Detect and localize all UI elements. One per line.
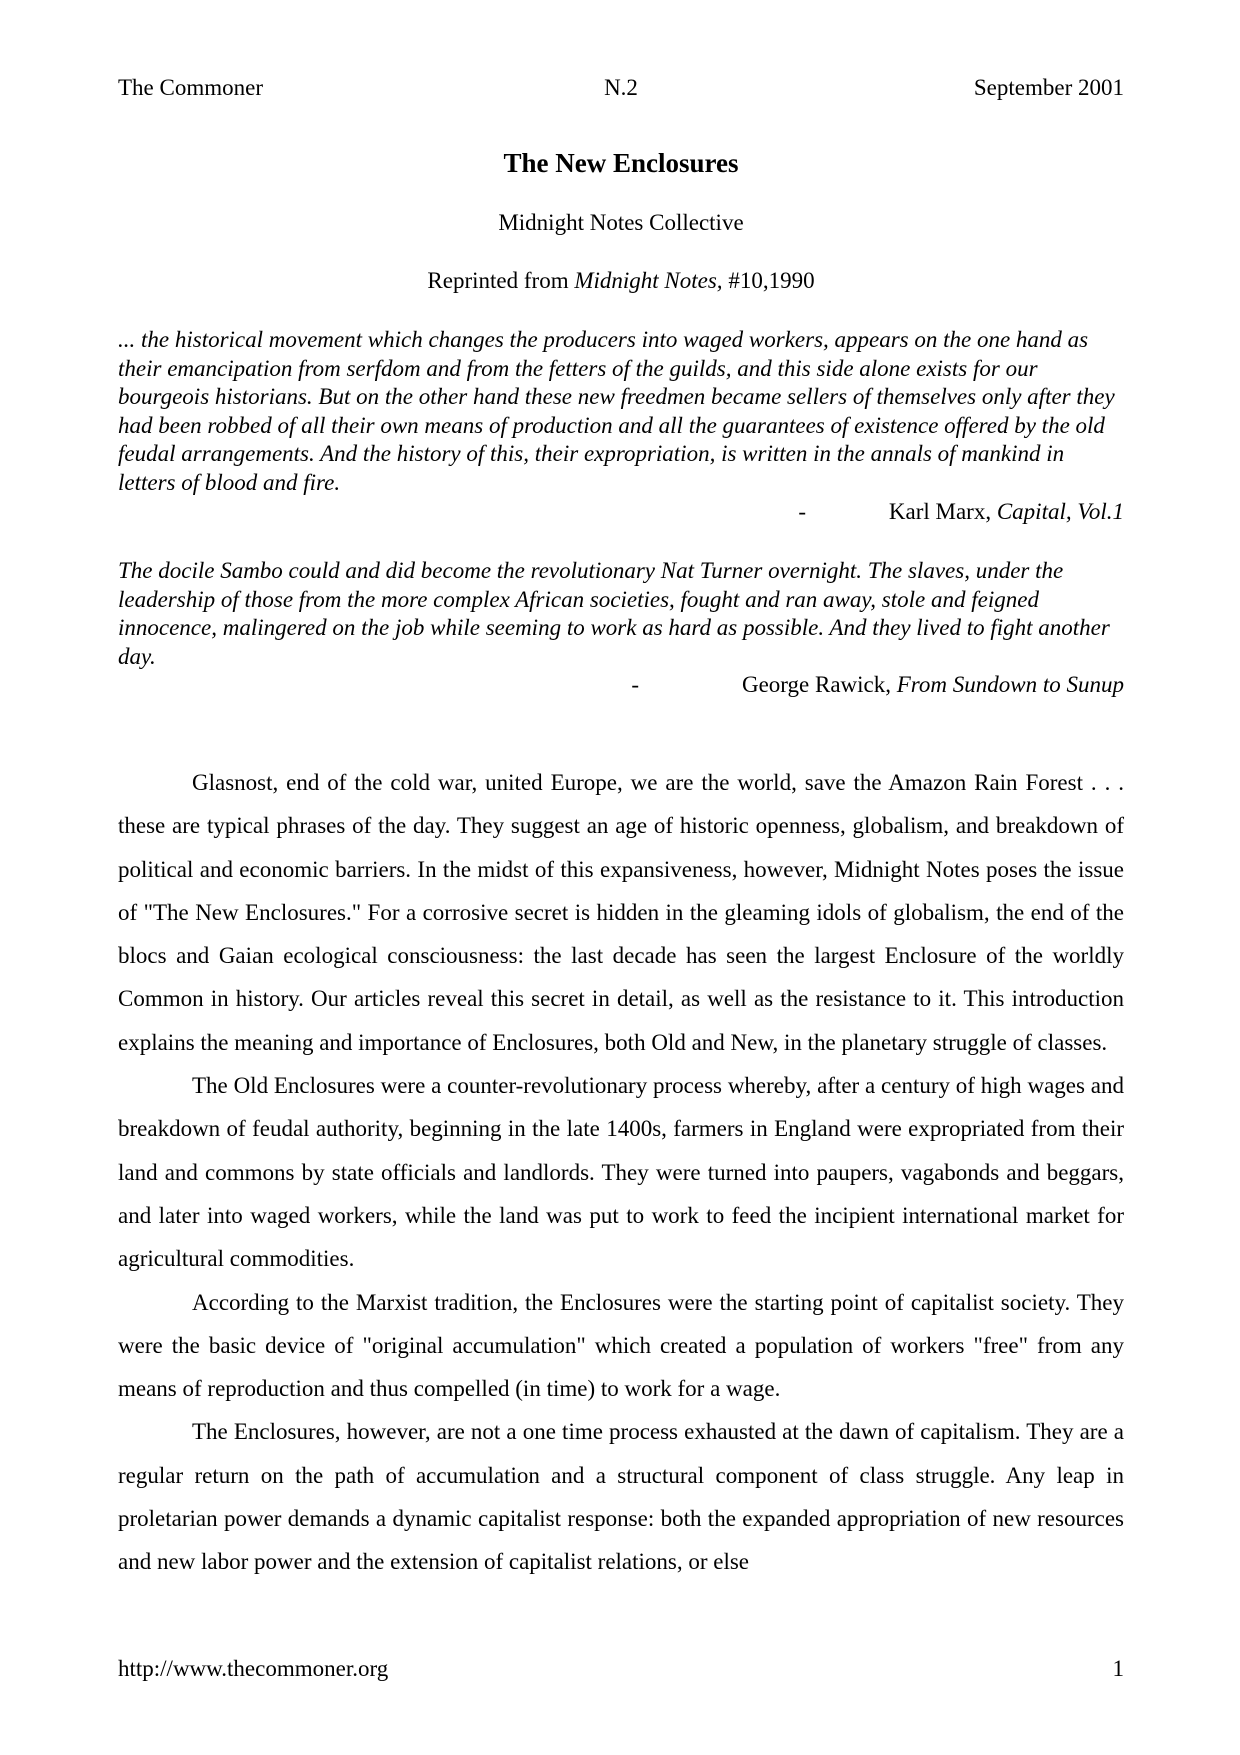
attribution-dash: - bbox=[631, 672, 639, 698]
reprint-prefix: Reprinted from bbox=[427, 268, 575, 293]
document-page bbox=[118, 0, 1124, 1755]
running-footer bbox=[118, 1655, 1124, 1683]
body-paragraph: The Enclosures, however, are not a one time process exhausted at the dawn of capitalism. They are a regular return on the path of accumulation and a structural component of class struggle. Any leap in proletarian power demands a dynamic capitalist response: both the expanded appropriation of new resources and new labor power and the extension of capitalist relations, or else bbox=[118, 1419, 1124, 1575]
epigraph-marx bbox=[118, 326, 1124, 526]
footer-url: http://www.thecommoner.org bbox=[118, 1656, 389, 1681]
body-paragraph: The Old Enclosures were a counter-revolutionary process whereby, after a century of high wages and breakdown of feudal authority, beginning in the late 1400s, farmers in England were expropriated from their land and commons by state officials and landlords. They were turned into paupers, vagabonds and beggars, and later into waged workers, while the land was put to work to feed the incipient international market for agricultural commodities. bbox=[118, 1073, 1124, 1272]
issue-number: N.2 bbox=[604, 75, 638, 100]
epigraph-attribution bbox=[118, 671, 1124, 700]
epigraph-text: The docile Sambo could and did become the revolutionary Nat Turner overnight. The slaves, under the leadership of those from the more complex African societies, fought and ran away, stole and feigned innocence, malingered on the job while seeming to work as hard as possible. And they lived to fight another day. bbox=[118, 558, 1110, 669]
reprint-source: Midnight Notes, bbox=[574, 268, 723, 293]
attribution-work: Capital, Vol.1 bbox=[996, 498, 1124, 524]
epigraph-rawick bbox=[118, 557, 1124, 700]
attribution-author: George Rawick, bbox=[741, 672, 897, 698]
article-body bbox=[118, 761, 1124, 1584]
epigraph-text: ... the historical movement which changes the producers into waged workers, appears on the one hand as their emancipation from serfdom and from the fetters of the guilds, and this side alone exists for our bourgeois historians. But on the other hand these new freedmen became sellers of themselves only after they had been robbed of all their own means of production and all the guarantees of existence offered by the old feudal arrangements. And the history of this, their expropriation, is written in the annals of mankind in letters of blood and fire. bbox=[118, 327, 1115, 495]
attribution-dash: - bbox=[798, 498, 806, 524]
body-paragraph: According to the Marxist tradition, the Enclosures were the starting point of capitalist society. They were the basic device of "original accumulation" which created a population of workers "free" from any means of reproduction and thus compelled (in time) to work for a wage. bbox=[118, 1289, 1124, 1402]
article-title: The New Enclosures bbox=[503, 148, 739, 178]
body-paragraph: Glasnost, end of the cold war, united Europe, we are the world, save the Amazon Rain Forest . . . these are typical phrases of the day. They suggest an age of historic openness, globalism, and breakdown of political and economic barriers. In the midst of this expansiveness, however, Midnight Notes poses the issue of "The New Enclosures." For a corrosive secret is hidden in the gleaming idols of globalism, the end of the blocs and Gaian ecological consciousness: the last decade has seen the largest Enclosure of the worldly Common in history. Our articles reveal this secret in detail, as well as the resistance to it. This introduction explains the meaning and importance of Enclosures, both Old and New, in the planetary struggle of classes. bbox=[118, 770, 1124, 1055]
attribution-work: From Sundown to Sunup bbox=[896, 672, 1124, 698]
page-number: 1 bbox=[1112, 1656, 1124, 1681]
attribution-author: Karl Marx, bbox=[888, 498, 997, 524]
reprint-note bbox=[118, 267, 1124, 295]
journal-name: The Commoner bbox=[118, 75, 263, 100]
article-author: Midnight Notes Collective bbox=[498, 210, 744, 235]
reprint-suffix: #10,1990 bbox=[722, 268, 815, 293]
epigraph-attribution bbox=[118, 498, 1124, 527]
running-header bbox=[118, 74, 1124, 102]
issue-date: September 2001 bbox=[973, 75, 1124, 100]
